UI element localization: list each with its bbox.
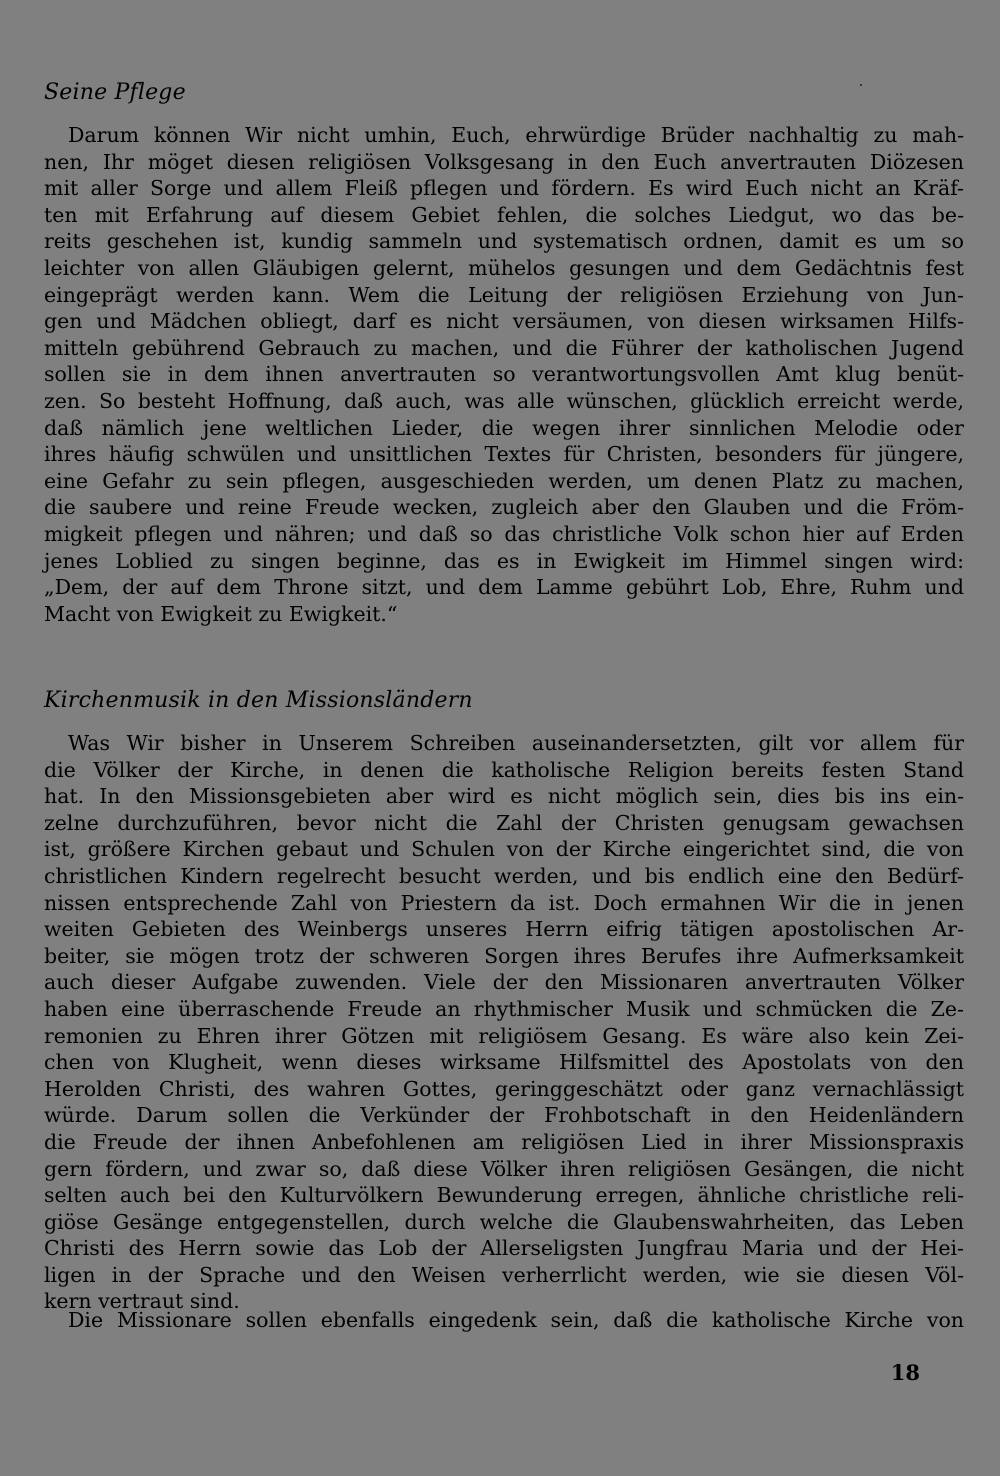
text-line: Die Missionare sollen ebenfalls eingedenk sein, daß die katholische Kirche von	[68, 1308, 964, 1332]
text-line: „Dem, der auf dem Throne sitzt, und dem Lamme gebührt Lob, Ehre, Ruhm und	[44, 575, 964, 600]
text-line: nen, Ihr möget diesen religiösen Volksgesang in den Euch anvertrauten Diözesen	[44, 149, 964, 174]
text-line: eine Gefahr zu sein pflegen, ausgeschieden werden, um denen Platz zu machen,	[44, 468, 964, 493]
text-line: hat. In den Missionsgebieten aber wird es nicht möglich sein, dies bis ins ein-	[44, 784, 964, 809]
text-line: ten mit Erfahrung auf diesem Gebiet fehlen, die solches Liedgut, wo das be-	[44, 202, 964, 227]
text-line: die Freude der ihnen Anbefohlenen am religiösen Lied in ihrer Missionspraxis	[44, 1129, 964, 1154]
paragraph-kirchenmusik	[44, 730, 964, 1315]
text-line: chen von Klugheit, wenn dieses wirksame Hilfsmittel des Apostolats von den	[44, 1050, 964, 1075]
text-line: die Völker der Kirche, in denen die katholische Religion bereits festen Stand	[44, 757, 964, 782]
text-line: remonien zu Ehren ihrer Götzen mit religiösem Gesang. Es wäre also kein Zei-	[44, 1023, 964, 1048]
text-line: nissen entsprechende Zahl von Priestern da ist. Doch ermahnen Wir die in jenen	[44, 890, 964, 915]
text-line: giöse Gesänge entgegenstellen, durch welche die Glaubenswahrheiten, das Leben	[44, 1209, 964, 1234]
text-line: Darum können Wir nicht umhin, Euch, ehrwürdige Brüder nachhaltig zu mah-	[68, 123, 964, 147]
text-line: zen. So besteht Hoffnung, daß auch, was alle wünschen, glücklich erreicht werde,	[44, 388, 964, 413]
text-line: Macht von Ewigkeit zu Ewigkeit.“	[44, 601, 398, 626]
paragraph-seine-pflege	[44, 122, 964, 627]
page-number: 18	[890, 1360, 920, 1385]
section-heading-kirchenmusik: Kirchenmusik in den Missionsländern	[44, 688, 473, 713]
text-line: migkeit pflegen und nähren; und daß so das christliche Volk schon hier auf Erden	[44, 521, 964, 546]
scan-speck	[860, 84, 862, 86]
text-line: haben eine überraschende Freude an rhythmischer Musik und schmücken die Ze-	[44, 996, 964, 1021]
text-line: leichter von allen Gläubigen gelernt, mühelos gesungen und dem Gedächtnis fest	[44, 255, 964, 280]
text-line: christlichen Kindern regelrecht besucht werden, und bis endlich eine den Bedürf-	[44, 863, 964, 888]
text-line: auch dieser Aufgabe zuwenden. Viele der den Missionaren anvertrauten Völker	[44, 970, 964, 995]
section-heading-seine-pflege: Seine Pflege	[44, 80, 186, 105]
text-line: mitteln gebührend Gebrauch zu machen, und die Führer der katholischen Jugend	[44, 335, 964, 360]
text-line: mit aller Sorge und allem Fleiß pflegen und fördern. Es wird Euch nicht an Kräf-	[44, 176, 964, 201]
text-line: gern fördern, und zwar so, daß diese Völker ihren religiösen Gesängen, die nicht	[44, 1156, 964, 1181]
text-line: zelne durchzuführen, bevor nicht die Zahl der Christen genugsam gewachsen	[44, 810, 964, 835]
text-line: reits geschehen ist, kundig sammeln und systematisch ordnen, damit es um so	[44, 229, 964, 254]
text-line: selten auch bei den Kulturvölkern Bewunderung erregen, ähnliche christliche reli-	[44, 1183, 964, 1208]
text-line: Christi des Herrn sowie das Lob der Allerseligsten Jungfrau Maria und der Hei-	[44, 1236, 964, 1261]
text-line: weiten Gebieten des Weinbergs unseres Herrn eifrig tätigen apostolischen Ar-	[44, 917, 964, 942]
text-line: daß nämlich jene weltlichen Lieder, die wegen ihrer sinnlichen Melodie oder	[44, 415, 964, 440]
text-line: sollen sie in dem ihnen anvertrauten so verantwortungsvollen Amt klug benüt-	[44, 362, 964, 387]
text-line: würde. Darum sollen die Verkünder der Frohbotschaft in den Heidenländern	[44, 1103, 964, 1128]
text-line: ligen in der Sprache und den Weisen verherrlicht werden, wie sie diesen Völ-	[44, 1262, 964, 1287]
text-line: Was Wir bisher in Unserem Schreiben auseinandersetzten, gilt vor allem für	[68, 731, 964, 755]
text-line: jenes Loblied zu singen beginne, das es in Ewigkeit im Himmel singen wird:	[44, 548, 964, 573]
text-line: eingeprägt werden kann. Wem die Leitung der religiösen Erziehung von Jun-	[44, 282, 964, 307]
text-line: Herolden Christi, des wahren Gottes, geringgeschätzt oder ganz vernachlässigt	[44, 1076, 964, 1101]
text-line: die saubere und reine Freude wecken, zugleich aber den Glauben und die Fröm-	[44, 495, 964, 520]
paragraph-missionare	[44, 1307, 964, 1334]
text-line: kern vertraut sind.	[44, 1289, 240, 1314]
text-line: ist, größere Kirchen gebaut und Schulen von der Kirche eingerichtet sind, die von	[44, 837, 964, 862]
text-line: ihres häufig schwülen und unsittlichen Textes für Christen, besonders für jüngere,	[44, 442, 964, 467]
text-line: beiter, sie mögen trotz der schweren Sorgen ihres Berufes ihre Aufmerksamkeit	[44, 943, 964, 968]
document-page	[44, 0, 964, 1476]
text-line: gen und Mädchen obliegt, darf es nicht versäumen, von diesen wirksamen Hilfs-	[44, 309, 964, 334]
